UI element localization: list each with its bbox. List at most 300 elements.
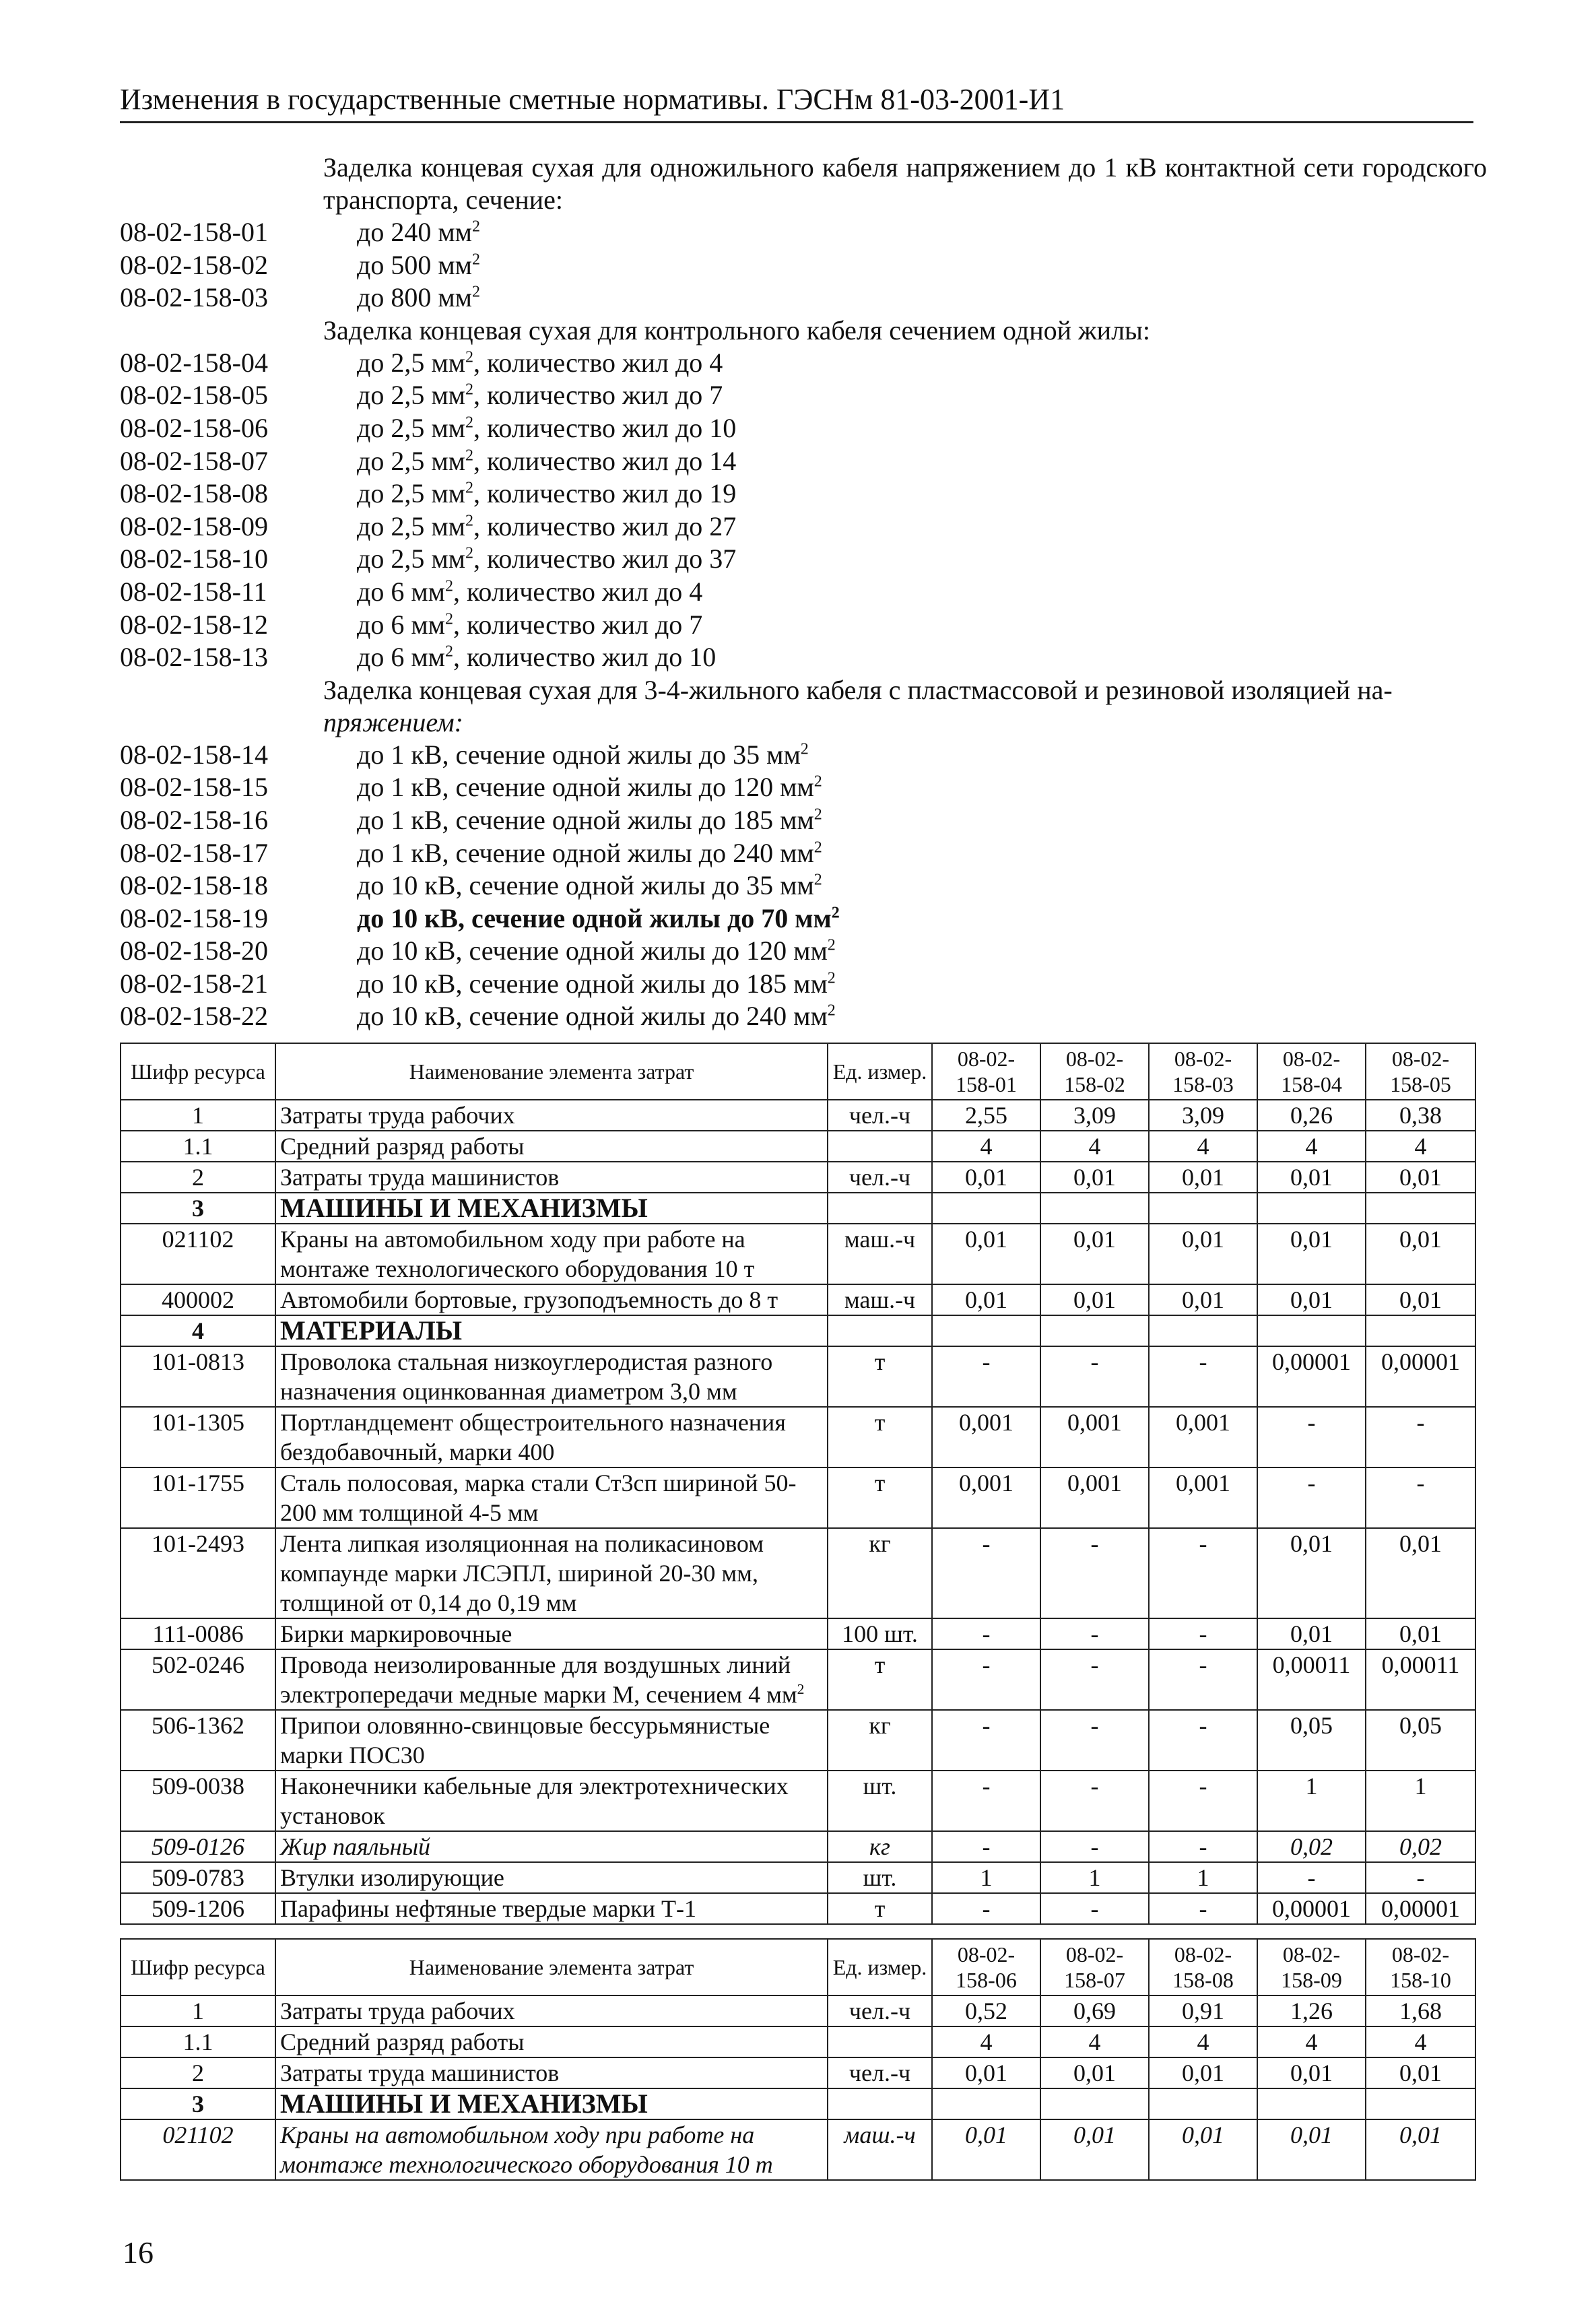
resource-value: - (1366, 1467, 1475, 1528)
resource-code: 509-0038 (121, 1771, 275, 1831)
header-norm-code: 08-02- 158-09 (1257, 1939, 1366, 1995)
norm-description: до 6 $мм^2$, количество жил до 4 (357, 576, 703, 607)
norm-item (120, 249, 1487, 282)
norm-code: 08-02-158-11 (120, 576, 267, 607)
resource-value (1257, 1193, 1366, 1224)
resource-unit: чел.-ч (828, 1162, 932, 1193)
norm-item (120, 968, 1487, 1001)
norm-code: 08-02-158-02 (120, 249, 268, 280)
resource-value: 4 (932, 1131, 1040, 1162)
norm-code: 08-02-158-13 (120, 642, 268, 673)
norm-item (120, 412, 1487, 445)
resource-value: 0,01 (1366, 1284, 1475, 1315)
resource-code: 400002 (121, 1284, 275, 1315)
resource-value: 0,02 (1257, 1831, 1366, 1862)
norm-item (120, 804, 1487, 837)
table-row (121, 1771, 1475, 1831)
resource-value: 4 (1040, 1131, 1149, 1162)
resource-value: 0,01 (1040, 1224, 1149, 1284)
resource-unit: маш.-ч (828, 1284, 932, 1315)
resource-value: 0,00001 (1257, 1893, 1366, 1924)
resource-unit: маш.-ч (828, 1224, 932, 1284)
resource-value: 4 (1366, 1131, 1475, 1162)
norm-code: 08-02-158-05 (120, 380, 268, 411)
norm-description: до 1 кВ, сечение одной жилы до 120 $мм^2$ (357, 772, 822, 803)
resource-unit (828, 2088, 932, 2119)
resource-code: 1 (121, 1995, 275, 2026)
resource-value: 0,69 (1040, 1995, 1149, 2026)
resource-value (1366, 1315, 1475, 1346)
resource-name: Затраты труда рабочих (275, 1100, 828, 1131)
norm-description: до 800 $мм^2$ (357, 282, 480, 313)
resource-value: 0,01 (1366, 1224, 1475, 1284)
resource-name: Затраты труда машинистов (275, 1162, 828, 1193)
resource-name: Средний разряд работы (275, 1131, 828, 1162)
norm-list (120, 152, 1487, 1033)
norm-code: 08-02-158-10 (120, 543, 268, 574)
norm-item (120, 282, 1487, 315)
resource-code: 509-0126 (121, 1831, 275, 1862)
resource-value (1366, 1193, 1475, 1224)
resource-unit: т (828, 1649, 932, 1710)
resource-value: 0,01 (932, 2119, 1040, 2180)
resource-value: - (932, 1649, 1040, 1710)
norm-code: 08-02-158-18 (120, 870, 268, 901)
group-title-2: Заделка концевая сухая для контрольного кабеля сечением одной жилы: (323, 315, 1151, 345)
norm-description: до 10 кВ, сечение одной жилы до 35 $мм^2$ (357, 870, 822, 901)
resource-value: 0,01 (1257, 1224, 1366, 1284)
table-row (121, 1995, 1475, 2026)
header-norm-code: 08-02- 158-10 (1366, 1939, 1475, 1995)
resource-value: 4 (1257, 1131, 1366, 1162)
resource-value (1040, 2088, 1149, 2119)
resource-unit (828, 1315, 932, 1346)
norm-description: до 10 кВ, сечение одной жилы до 70 $мм^2$ (357, 902, 840, 933)
norm-description: до 2,5 $мм^2$, количество жил до 37 (357, 543, 737, 574)
norm-description: до 240 $мм^2$ (357, 217, 480, 247)
resource-name: Проволока стальная низкоуглеродистая разного назначения оцинкованная диаметром 3,0 мм (275, 1346, 828, 1407)
norm-item (120, 771, 1487, 804)
norm-code: 08-02-158-12 (120, 609, 268, 640)
resource-value (932, 2088, 1040, 2119)
header-norm-code: 08-02- 158-02 (1040, 1043, 1149, 1100)
norm-code: 08-02-158-16 (120, 804, 268, 835)
table-row (121, 1162, 1475, 1193)
resource-value: - (1366, 1407, 1475, 1467)
resource-value (932, 1315, 1040, 1346)
resource-value: - (1149, 1649, 1257, 1710)
norm-item (120, 1000, 1487, 1033)
resource-unit: маш.-ч (828, 2119, 932, 2180)
resource-name: МАШИНЫ И МЕХАНИЗМЫ (275, 1193, 828, 1224)
norm-item (120, 216, 1487, 249)
group-items-3 (120, 739, 1487, 1033)
resource-unit: т (828, 1346, 932, 1407)
table-row (121, 1315, 1475, 1346)
resource-value: 0,01 (1149, 2057, 1257, 2088)
norm-item (120, 902, 1487, 935)
norm-code: 08-02-158-04 (120, 347, 268, 378)
resource-name: Портландцемент общестроительного назначения бездобавочный, марки 400 (275, 1407, 828, 1467)
resource-unit: чел.-ч (828, 1100, 932, 1131)
resource-name: Краны на автомобильном ходу при работе на монтаже технологического оборудования 10 т (275, 2119, 828, 2180)
header-norm-code: 08-02- 158-06 (932, 1939, 1040, 1995)
header-norm-code: 08-02- 158-01 (932, 1043, 1040, 1100)
resource-name: Автомобили бортовые, грузоподъемность до 8 т (275, 1284, 828, 1315)
norm-item (120, 510, 1487, 543)
resource-value: - (1149, 1893, 1257, 1924)
norm-code: 08-02-158-07 (120, 445, 268, 476)
table-row (121, 1193, 1475, 1224)
norm-description: до 10 кВ, сечение одной жилы до 240 $мм^2$ (357, 1001, 836, 1032)
table-header-row (121, 1939, 1475, 1995)
resource-value: - (1040, 1771, 1149, 1831)
resource-value: - (1257, 1467, 1366, 1528)
resource-value: - (1040, 1893, 1149, 1924)
norm-item (120, 641, 1487, 674)
resource-code: 1 (121, 1100, 275, 1131)
resource-code: 021102 (121, 2119, 275, 2180)
header-code: Шифр ресурса (121, 1939, 275, 1995)
resource-code: 506-1362 (121, 1710, 275, 1771)
resource-value: - (1149, 1710, 1257, 1771)
resource-value: 2,55 (932, 1100, 1040, 1131)
resource-value: - (932, 1618, 1040, 1649)
norm-code: 08-02-158-21 (120, 968, 268, 999)
resource-value (932, 1193, 1040, 1224)
resource-value: - (932, 1893, 1040, 1924)
norm-description: до 2,5 $мм^2$, количество жил до 27 (357, 510, 737, 541)
resource-table-1 (120, 1043, 1476, 1925)
resource-code: 111-0086 (121, 1618, 275, 1649)
resource-value: 1 (1149, 1862, 1257, 1893)
resource-value: 0,01 (932, 1284, 1040, 1315)
resource-unit: чел.-ч (828, 1995, 932, 2026)
norm-code: 08-02-158-19 (120, 902, 268, 933)
norm-code: 08-02-158-14 (120, 739, 268, 770)
resource-value: 0,01 (1149, 2119, 1257, 2180)
norm-description: до 1 кВ, сечение одной жилы до 185 $мм^2$ (357, 804, 822, 835)
resource-value: - (932, 1771, 1040, 1831)
table-row (121, 1224, 1475, 1284)
table-row (121, 2119, 1475, 2180)
resource-value: 0,26 (1257, 1100, 1366, 1131)
resource-value: 0,01 (1040, 2119, 1149, 2180)
resource-value: 0,00011 (1257, 1649, 1366, 1710)
resource-code: 3 (121, 2088, 275, 2119)
resource-value: - (1040, 1618, 1149, 1649)
resource-value: 0,01 (1366, 1528, 1475, 1618)
resource-value: 0,01 (1257, 2057, 1366, 2088)
resource-value: 0,01 (1040, 2057, 1149, 2088)
resource-value: 0,01 (1149, 1224, 1257, 1284)
resource-value: 0,001 (1040, 1407, 1149, 1467)
resource-value: 0,01 (1257, 1162, 1366, 1193)
norm-description: до 1 кВ, сечение одной жилы до 35 $мм^2$ (357, 739, 809, 770)
resource-value: 0,001 (932, 1407, 1040, 1467)
norm-description: до 500 $мм^2$ (357, 249, 480, 280)
resource-value: - (1149, 1618, 1257, 1649)
group-title-3 (323, 674, 1487, 739)
resource-unit (828, 1193, 932, 1224)
resource-value: 0,01 (1366, 1618, 1475, 1649)
resource-value: 0,01 (1040, 1284, 1149, 1315)
resource-value: 0,52 (932, 1995, 1040, 2026)
resource-unit (828, 1131, 932, 1162)
norm-description: до 2,5 $мм^2$, количество жил до 10 (357, 412, 737, 443)
norm-code: 08-02-158-20 (120, 935, 268, 966)
header-code: Шифр ресурса (121, 1043, 275, 1100)
resource-value: - (1040, 1710, 1149, 1771)
resource-unit: кг (828, 1528, 932, 1618)
norm-item (120, 543, 1487, 576)
resource-name: Средний разряд работы (275, 2026, 828, 2057)
norm-code: 08-02-158-15 (120, 772, 268, 803)
norm-code: 08-02-158-09 (120, 510, 268, 541)
group-title-3-text: Заделка концевая сухая для 3-4-жильного кабеля с пластмассовой и резиновой изоляцией на- (323, 674, 1393, 705)
table-row (121, 2026, 1475, 2057)
resource-value (1366, 2088, 1475, 2119)
resource-value: - (1149, 1528, 1257, 1618)
resource-value (1257, 2088, 1366, 2119)
resource-value: 0,01 (1149, 1284, 1257, 1315)
header-norm-code: 08-02- 158-04 (1257, 1043, 1366, 1100)
resource-value: 0,001 (1040, 1467, 1149, 1528)
resource-value: 0,00001 (1366, 1346, 1475, 1407)
resource-name: Затраты труда рабочих (275, 1995, 828, 2026)
norm-item (120, 379, 1487, 412)
resource-unit (828, 2026, 932, 2057)
resource-value (1040, 1193, 1149, 1224)
norm-description: до 10 кВ, сечение одной жилы до 120 $мм^2$ (357, 935, 836, 966)
norm-item (120, 739, 1487, 772)
resource-name: Жир паяльный (275, 1831, 828, 1862)
resource-value: 0,91 (1149, 1995, 1257, 2026)
resource-code: 509-1206 (121, 1893, 275, 1924)
norm-description: до 6 $мм^2$, количество жил до 10 (357, 642, 717, 673)
resource-code: 101-2493 (121, 1528, 275, 1618)
resource-name: МАТЕРИАЛЫ (275, 1315, 828, 1346)
resource-code: 502-0246 (121, 1649, 275, 1710)
norm-item (120, 477, 1487, 510)
header-unit: Ед. измер. (828, 1043, 932, 1100)
group-items-1 (120, 216, 1487, 315)
norm-item (120, 869, 1487, 902)
resource-value: 0,38 (1366, 1100, 1475, 1131)
resource-value: 0,01 (1040, 1162, 1149, 1193)
resource-value: 0,01 (1257, 1284, 1366, 1315)
table-row (121, 2088, 1475, 2119)
norm-description: до 1 кВ, сечение одной жилы до 240 $мм^2$ (357, 837, 822, 868)
resource-value: 0,05 (1257, 1710, 1366, 1771)
norm-item (120, 445, 1487, 478)
table-row (121, 1346, 1475, 1407)
resource-value: 0,01 (1366, 1162, 1475, 1193)
resource-name: Парафины нефтяные твердые марки Т-1 (275, 1893, 828, 1924)
resource-name: Бирки маркировочные (275, 1618, 828, 1649)
norm-description: до 6 $мм^2$, количество жил до 7 (357, 609, 703, 640)
resource-value: - (1040, 1831, 1149, 1862)
resource-value: 0,01 (932, 1162, 1040, 1193)
resource-value: 0,05 (1366, 1710, 1475, 1771)
resource-code: 2 (121, 1162, 275, 1193)
group-title-3-tail: пряжением: (323, 706, 463, 737)
resource-name: Сталь полосовая, марка стали Ст3сп шириной 50-200 мм толщиной 4-5 мм (275, 1467, 828, 1528)
table-row (121, 1131, 1475, 1162)
resource-unit: т (828, 1893, 932, 1924)
resource-value: 4 (1257, 2026, 1366, 2057)
resource-value (1149, 2088, 1257, 2119)
table-row (121, 1649, 1475, 1710)
resource-value: - (1257, 1862, 1366, 1893)
resource-value: 0,00011 (1366, 1649, 1475, 1710)
table-row (121, 1528, 1475, 1618)
norm-code: 08-02-158-01 (120, 217, 268, 247)
resource-value: 0,01 (932, 2057, 1040, 2088)
resource-code: 509-0783 (121, 1862, 275, 1893)
norm-description: до 2,5 $мм^2$, количество жил до 4 (357, 347, 723, 378)
table-row (121, 1407, 1475, 1467)
resource-value: 0,01 (1257, 2119, 1366, 2180)
page-number: 16 (123, 2235, 154, 2270)
resource-value: 0,01 (1257, 1528, 1366, 1618)
resource-value: - (932, 1831, 1040, 1862)
resource-value: - (932, 1528, 1040, 1618)
resource-name: МАШИНЫ И МЕХАНИЗМЫ (275, 2088, 828, 2119)
table-row (121, 1893, 1475, 1924)
resource-value: 4 (932, 2026, 1040, 2057)
norm-item (120, 935, 1487, 968)
table-row (121, 1100, 1475, 1131)
norm-code: 08-02-158-06 (120, 412, 268, 443)
norm-code: 08-02-158-08 (120, 478, 268, 509)
norm-code: 08-02-158-22 (120, 1001, 268, 1032)
header-norm-code: 08-02- 158-05 (1366, 1043, 1475, 1100)
resource-value: - (1040, 1528, 1149, 1618)
resource-value (1257, 1315, 1366, 1346)
resource-value: 4 (1149, 1131, 1257, 1162)
resource-code: 1.1 (121, 1131, 275, 1162)
header-norm-code: 08-02- 158-08 (1149, 1939, 1257, 1995)
resource-unit: чел.-ч (828, 2057, 932, 2088)
resource-name: Затраты труда машинистов (275, 2057, 828, 2088)
resource-unit: 100 шт. (828, 1618, 932, 1649)
resource-value: - (1149, 1346, 1257, 1407)
resource-code: 101-0813 (121, 1346, 275, 1407)
running-header: Изменения в государственные сметные нормативы. ГЭСНм 81-03-2001-И1 (120, 79, 1473, 123)
resource-value (1149, 1315, 1257, 1346)
resource-value (1149, 1193, 1257, 1224)
header-norm-code: 08-02- 158-07 (1040, 1939, 1149, 1995)
resource-value: - (932, 1346, 1040, 1407)
resource-value: - (1149, 1831, 1257, 1862)
resource-value: - (1257, 1407, 1366, 1467)
resource-value: - (1040, 1346, 1149, 1407)
resource-name: Наконечники кабельные для электротехнических установок (275, 1771, 828, 1831)
table-row (121, 1862, 1475, 1893)
norm-item (120, 837, 1487, 870)
header-name: Наименование элемента затрат (275, 1939, 828, 1995)
resource-value: 0,001 (1149, 1467, 1257, 1528)
norm-code: 08-02-158-03 (120, 282, 268, 313)
table-row (121, 1710, 1475, 1771)
norm-item (120, 576, 1487, 609)
resource-name: Лента липкая изоляционная на поликасиновом компаунде марки ЛСЭПЛ, шириной 20-30 мм, толщиной от 0,14 до 0,19 мм (275, 1528, 828, 1618)
norm-description: до 2,5 $мм^2$, количество жил до 14 (357, 445, 737, 476)
resource-code: 101-1755 (121, 1467, 275, 1528)
resource-value: 0,001 (1149, 1407, 1257, 1467)
norm-description: до 2,5 $мм^2$, количество жил до 7 (357, 380, 723, 411)
resource-name: Краны на автомобильном ходу при работе на монтаже технологического оборудования 10 т (275, 1224, 828, 1284)
resource-name: Провода неизолированные для воздушных линий электропередачи медные марки М, сечением 4 $мм^2$ (275, 1649, 828, 1710)
resource-value: 1 (1040, 1862, 1149, 1893)
norm-item (120, 609, 1487, 642)
resource-value: 0,00001 (1257, 1346, 1366, 1407)
table-row (121, 1618, 1475, 1649)
header-name: Наименование элемента затрат (275, 1043, 828, 1100)
norm-description: до 2,5 $мм^2$, количество жил до 19 (357, 478, 737, 509)
resource-table-2 (120, 1938, 1476, 2181)
resource-value: 0,01 (1257, 1618, 1366, 1649)
table-row (121, 1831, 1475, 1862)
resource-value: 3,09 (1149, 1100, 1257, 1131)
resource-value: 1,26 (1257, 1995, 1366, 2026)
table-header-row (121, 1043, 1475, 1100)
norm-description: до 10 кВ, сечение одной жилы до 185 $мм^2$ (357, 968, 836, 999)
resource-unit: т (828, 1467, 932, 1528)
resource-value: 3,09 (1040, 1100, 1149, 1131)
resource-value: 1 (1257, 1771, 1366, 1831)
resource-code: 021102 (121, 1224, 275, 1284)
resource-value: 4 (1040, 2026, 1149, 2057)
resource-value: 0,02 (1366, 1831, 1475, 1862)
resource-value: - (1366, 1862, 1475, 1893)
resource-value: 4 (1149, 2026, 1257, 2057)
resource-unit: шт. (828, 1771, 932, 1831)
resource-value: 1 (1366, 1771, 1475, 1831)
resource-value: 1,68 (1366, 1995, 1475, 2026)
resource-unit: т (828, 1407, 932, 1467)
header-unit: Ед. измер. (828, 1939, 932, 1995)
resource-code: 4 (121, 1315, 275, 1346)
resource-code: 3 (121, 1193, 275, 1224)
norm-code: 08-02-158-17 (120, 837, 268, 868)
table-row (121, 2057, 1475, 2088)
resource-code: 101-1305 (121, 1407, 275, 1467)
resource-value: 0,01 (1366, 2057, 1475, 2088)
norm-item (120, 347, 1487, 380)
header-norm-code: 08-02- 158-03 (1149, 1043, 1257, 1100)
table-row (121, 1467, 1475, 1528)
resource-value: 0,001 (932, 1467, 1040, 1528)
resource-unit: кг (828, 1710, 932, 1771)
resource-value: 0,01 (932, 1224, 1040, 1284)
resource-value: 0,00001 (1366, 1893, 1475, 1924)
resource-code: 1.1 (121, 2026, 275, 2057)
resource-value (1040, 1315, 1149, 1346)
table-row (121, 1284, 1475, 1315)
resource-value: - (1149, 1771, 1257, 1831)
resource-value: 1 (932, 1862, 1040, 1893)
resource-value: - (932, 1710, 1040, 1771)
resource-name: Припои оловянно-свинцовые бессурьмянистые марки ПОС30 (275, 1710, 828, 1771)
resource-value: 0,01 (1366, 2119, 1475, 2180)
resource-code: 2 (121, 2057, 275, 2088)
resource-name: Втулки изолирующие (275, 1862, 828, 1893)
resource-unit: шт. (828, 1862, 932, 1893)
resource-value: 4 (1366, 2026, 1475, 2057)
group-title-1: Заделка концевая сухая для одножильного кабеля напряжением до 1 кВ контактной сети городского транспорта, сечение: (323, 152, 1487, 215)
